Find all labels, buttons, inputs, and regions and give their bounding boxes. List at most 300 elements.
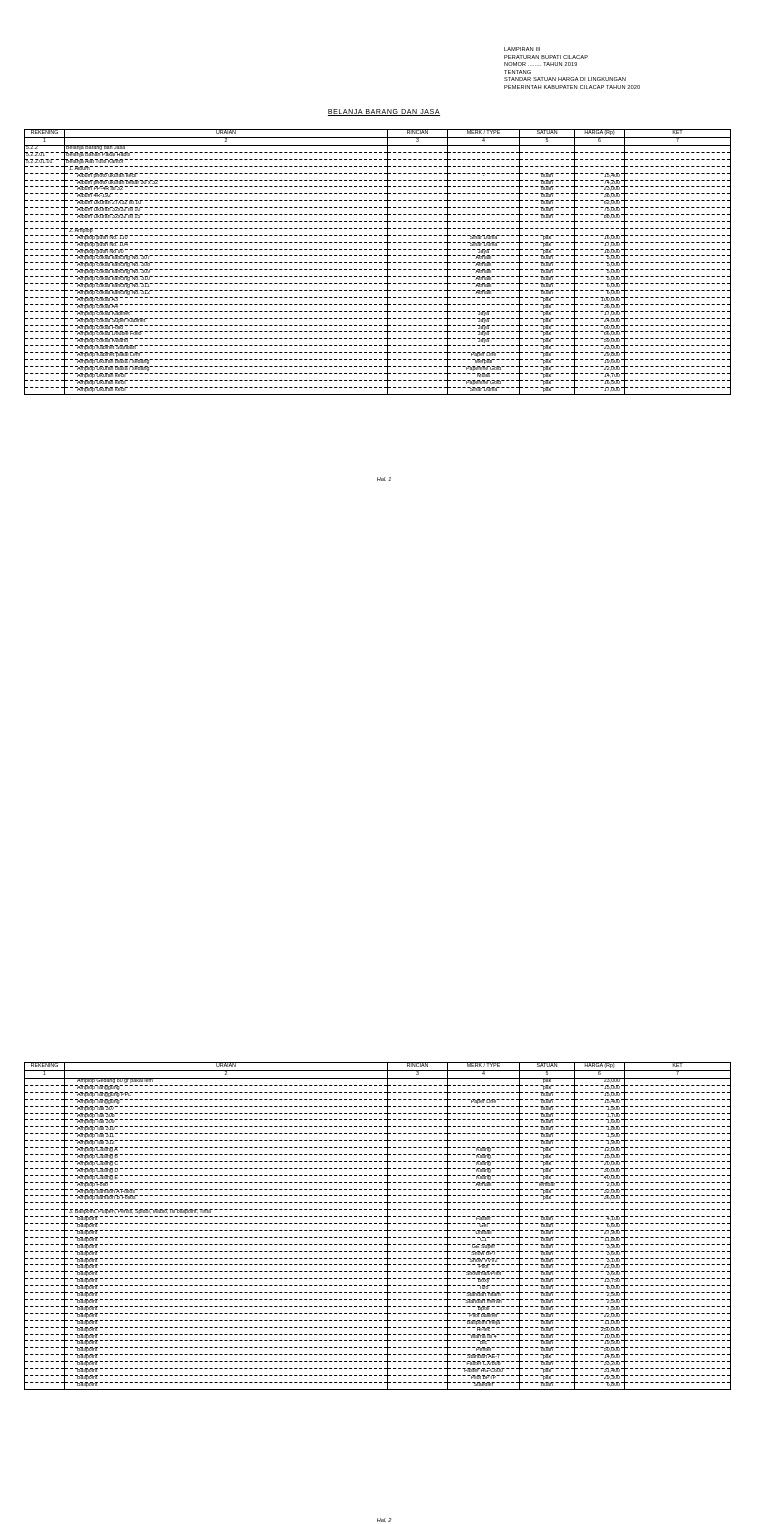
rekening-cell [25, 311, 65, 318]
rekening-cell [25, 1230, 65, 1237]
satuan-cell: buah [520, 1313, 575, 1320]
satuan-cell: buah [520, 1127, 575, 1134]
ket-cell [625, 221, 731, 228]
merk-cell: C1 [448, 1237, 520, 1244]
table-row [25, 360, 731, 367]
merk-cell: Jaya [448, 325, 520, 332]
table-row [25, 1148, 731, 1155]
rekening-cell [25, 380, 65, 387]
rincian-cell [388, 173, 448, 180]
satuan-cell: buah [520, 1258, 575, 1265]
column-number: 6 [575, 138, 625, 146]
uraian-cell: Album 4R-192 [65, 194, 388, 201]
table-header-row [25, 1063, 731, 1071]
merk-cell [448, 1092, 520, 1099]
ket-cell [625, 1189, 731, 1196]
satuan-cell: buah [520, 1224, 575, 1231]
column-number: 6 [575, 1071, 625, 1079]
rincian-cell [388, 1127, 448, 1134]
table-row [25, 1279, 731, 1286]
rekening-cell [25, 353, 65, 360]
harga-cell: 31,400 [575, 1369, 625, 1376]
rekening-cell [25, 1182, 65, 1189]
satuan-cell: pak [520, 297, 575, 304]
table-row [25, 242, 731, 249]
uraian-cell: Ballpoint [65, 1286, 388, 1293]
rincian-cell [388, 1265, 448, 1272]
rincian-cell [388, 215, 448, 222]
satuan-cell: pak [520, 332, 575, 339]
rekening-cell [25, 1092, 65, 1099]
rincian-cell [388, 1113, 448, 1120]
uraian-cell: Amplop Folio [65, 1182, 388, 1189]
harga-cell: 22,000 [575, 1265, 625, 1272]
table-row [25, 1293, 731, 1300]
ket-cell [625, 332, 731, 339]
ket-cell [625, 1299, 731, 1306]
rekening-cell [25, 1313, 65, 1320]
harga-cell: 36,000 [575, 1196, 625, 1203]
column-header: KET [625, 130, 731, 138]
rincian-cell [388, 1286, 448, 1293]
merk-cell [448, 152, 520, 159]
satuan-cell: buah [520, 1113, 575, 1120]
rekening-cell [25, 1334, 65, 1341]
table-row [25, 1120, 731, 1127]
table-row [25, 166, 731, 173]
harga-cell: 36,000 [575, 304, 625, 311]
satuan-cell: buah [520, 1092, 575, 1099]
page-number: Hal. 2 [376, 1518, 392, 1524]
ket-cell [625, 1099, 731, 1106]
satuan-cell: buah [520, 1106, 575, 1113]
header-line: PERATURAN BUPATI CILACAP [504, 54, 589, 61]
rincian-cell [388, 1154, 448, 1161]
ket-cell [625, 249, 731, 256]
rekening-cell [25, 1106, 65, 1113]
ket-cell [625, 235, 731, 242]
table-row [25, 332, 731, 339]
satuan-cell [520, 221, 575, 228]
table-row [25, 1175, 731, 1182]
table-row [25, 263, 731, 270]
merk-cell: Jaya [448, 249, 520, 256]
rekening-cell [25, 1293, 65, 1300]
ket-cell [625, 242, 731, 249]
merk-cell: Kilang [448, 1175, 520, 1182]
uraian-cell: Amplop putih No 90 [65, 249, 388, 256]
satuan-cell: pak [520, 1085, 575, 1092]
price-table-page-1 [24, 129, 731, 395]
rincian-cell [388, 1313, 448, 1320]
document-page-2 [0, 512, 768, 1524]
column-number: 7 [625, 138, 731, 146]
harga-cell: 27,900 [575, 1230, 625, 1237]
table-row [25, 387, 731, 394]
merk-cell: Pentel [448, 1348, 520, 1355]
rincian-cell [388, 235, 448, 242]
uraian-cell: Ballpoint [65, 1341, 388, 1348]
ket-cell [625, 1348, 731, 1355]
merk-cell [448, 1085, 520, 1092]
table-row [25, 1106, 731, 1113]
table-row [25, 1272, 731, 1279]
ket-cell [625, 180, 731, 187]
merk-cell: Kilang [448, 1148, 520, 1155]
satuan-cell: pak [520, 1196, 575, 1203]
uraian-cell: Ballpoint [65, 1362, 388, 1369]
rekening-cell [25, 263, 65, 270]
rekening-cell [25, 1320, 65, 1327]
rincian-cell [388, 187, 448, 194]
harga-cell: 29,800 [575, 353, 625, 360]
satuan-cell [520, 1210, 575, 1217]
ket-cell [625, 1279, 731, 1286]
table-row [25, 1168, 731, 1175]
satuan-cell: buah [520, 180, 575, 187]
satuan-cell: pak [520, 325, 575, 332]
uraian-cell: 1. Album [65, 166, 388, 173]
ket-cell [625, 263, 731, 270]
harga-cell: 32,000 [575, 1189, 625, 1196]
column-header: MERK / TYPE [448, 130, 520, 138]
rekening-cell [25, 1375, 65, 1382]
harga-cell: 15,400 [575, 1099, 625, 1106]
rincian-cell [388, 1106, 448, 1113]
rekening-cell [25, 1348, 65, 1355]
uraian-cell: Amplop Tali 311 [65, 1134, 388, 1141]
ket-cell [625, 194, 731, 201]
harga-cell: 23,000 [575, 346, 625, 353]
column-number: 4 [448, 138, 520, 146]
rekening-cell [25, 1141, 65, 1148]
merk-cell: Tizo [448, 1286, 520, 1293]
ket-cell [625, 1244, 731, 1251]
merk-cell: Pilot [448, 1265, 520, 1272]
harga-cell: 100,000 [575, 297, 625, 304]
harga-cell: 8,000 [575, 1286, 625, 1293]
uraian-cell: Ballpoint [65, 1355, 388, 1362]
satuan-cell: buah [520, 284, 575, 291]
uraian-cell: Amplop coklat kancing No. 307 [65, 256, 388, 263]
uraian-cell: Amplop Ukuran biasa / sedang [65, 360, 388, 367]
uraian-cell: Ballpoint [65, 1279, 388, 1286]
rekening-cell [25, 1134, 65, 1141]
table-row [25, 256, 731, 263]
merk-cell [448, 1134, 520, 1141]
ket-cell [625, 1154, 731, 1161]
table-row [25, 1375, 731, 1382]
ket-cell [625, 1293, 731, 1300]
harga-cell [575, 166, 625, 173]
rincian-cell [388, 1120, 448, 1127]
rincian-cell [388, 1327, 448, 1334]
table-row [25, 228, 731, 235]
harga-cell: 5,000 [575, 270, 625, 277]
harga-cell: 17,000 [575, 387, 625, 394]
rincian-cell [388, 1182, 448, 1189]
merk-cell [448, 166, 520, 173]
uraian-cell: Amplop Casing D [65, 1168, 388, 1175]
rekening-cell [25, 1175, 65, 1182]
ket-cell [625, 152, 731, 159]
ket-cell [625, 215, 731, 222]
harga-cell: 40,000 [575, 1175, 625, 1182]
rincian-cell [388, 1369, 448, 1376]
harga-cell: 2,000 [575, 1182, 625, 1189]
rekening-cell [25, 373, 65, 380]
uraian-cell: 2. Amplop [65, 228, 388, 235]
column-header: SATUAN [520, 130, 575, 138]
rekening-cell [25, 208, 65, 215]
uraian-cell: Amplop Tali 307 [65, 1106, 388, 1113]
satuan-cell: buah [520, 1348, 575, 1355]
ket-cell [625, 1141, 731, 1148]
table-row [25, 1313, 731, 1320]
table-row [25, 318, 731, 325]
rincian-cell [388, 1134, 448, 1141]
rekening-cell [25, 242, 65, 249]
uraian-cell: 3. Ballpoint, Pulpen, Pensil, Spidol, Mablo, Isi ballpoint, Tinta [65, 1210, 388, 1217]
ket-cell [625, 146, 731, 153]
rincian-cell [388, 1251, 448, 1258]
table-row [25, 1355, 731, 1362]
ket-cell [625, 325, 731, 332]
rekening-cell [25, 1237, 65, 1244]
satuan-cell [520, 1203, 575, 1210]
rekening-cell [25, 325, 65, 332]
harga-cell: 75,000 [575, 208, 625, 215]
rincian-cell [388, 1299, 448, 1306]
table-row [25, 146, 731, 153]
header-line: STANDAR SATUAN HARGA DI LINGKUNGAN [504, 77, 627, 84]
document-title: BELANJA BARANG DAN JASA [327, 109, 441, 116]
rincian-cell [388, 1362, 448, 1369]
harga-cell: 22,000 [575, 366, 625, 373]
merk-cell: Snow BP7 [448, 1251, 520, 1258]
satuan-cell: buah [520, 1341, 575, 1348]
rekening-cell [25, 297, 65, 304]
uraian-cell: Ballpoint [65, 1224, 388, 1231]
table-row [25, 1265, 731, 1272]
rekening-cell [25, 1189, 65, 1196]
table-header-row [25, 130, 731, 138]
table-row [25, 1299, 731, 1306]
merk-cell: Standart hitam [448, 1293, 520, 1300]
uraian-cell: Amplop Tali 310 [65, 1127, 388, 1134]
harga-cell: 6,000 [575, 291, 625, 298]
table-row [25, 1154, 731, 1161]
uraian-cell: Amplop coklat kancing No. 311 [65, 284, 388, 291]
column-number: 1 [25, 138, 65, 146]
satuan-cell: buah [520, 1362, 575, 1369]
harga-cell: 29,300 [575, 1375, 625, 1382]
rekening-cell [25, 1154, 65, 1161]
ket-cell [625, 304, 731, 311]
rekening-cell [25, 180, 65, 187]
merk-cell: Staedler [448, 1382, 520, 1389]
rincian-cell [388, 242, 448, 249]
rekening-cell [25, 1196, 65, 1203]
ket-cell [625, 1196, 731, 1203]
rincian-cell [388, 1210, 448, 1217]
rekening-cell [25, 1244, 65, 1251]
ket-cell [625, 373, 731, 380]
satuan-cell: buah [520, 1237, 575, 1244]
rincian-cell [388, 1230, 448, 1237]
ket-cell [625, 360, 731, 367]
rincian-cell [388, 373, 448, 380]
rincian-cell [388, 1375, 448, 1382]
merk-cell: Atmalli [448, 1182, 520, 1189]
satuan-cell: buah [520, 1320, 575, 1327]
ket-cell [625, 1382, 731, 1389]
rincian-cell [388, 208, 448, 215]
ket-cell [625, 1092, 731, 1099]
ket-cell [625, 1113, 731, 1120]
table-row [25, 304, 731, 311]
uraian-cell: Amplop putih No. 104 [65, 242, 388, 249]
uraian-cell: Amplop coklat Kwarto [65, 339, 388, 346]
uraian-cell: Amplop Tanggung [65, 1085, 388, 1092]
rekening-cell [25, 339, 65, 346]
rekening-cell [25, 249, 65, 256]
uraian-cell: Album Ukuran 27X32 isi 10 [65, 201, 388, 208]
rekening-cell [25, 1369, 65, 1376]
table-row [25, 159, 731, 166]
merk-cell: Kilang [448, 1168, 520, 1175]
column-number: 2 [65, 138, 388, 146]
uraian-cell: Album Ukuran 32x32 isi 15 [65, 215, 388, 222]
merk-cell: Atmalli [448, 277, 520, 284]
satuan-cell: buah [520, 173, 575, 180]
rincian-cell [388, 1099, 448, 1106]
table-row [25, 291, 731, 298]
ket-cell [625, 366, 731, 373]
ket-cell [625, 1134, 731, 1141]
harga-cell: 5,000 [575, 256, 625, 263]
satuan-cell: pak [520, 235, 575, 242]
ket-cell [625, 1355, 731, 1362]
rincian-cell [388, 1258, 448, 1265]
satuan-cell: buah [520, 1306, 575, 1313]
column-header: SATUAN [520, 1063, 575, 1071]
rincian-cell [388, 201, 448, 208]
uraian-cell: Ballpoint [65, 1299, 388, 1306]
rekening-cell [25, 1362, 65, 1369]
uraian-cell: Amplop Ukuran kecil [65, 387, 388, 394]
satuan-cell: pak [520, 366, 575, 373]
merk-cell [448, 187, 520, 194]
rincian-cell [388, 270, 448, 277]
ket-cell [625, 1085, 731, 1092]
rekening-cell [25, 173, 65, 180]
table-row [25, 1306, 731, 1313]
rincian-cell [388, 1079, 448, 1086]
rincian-cell [388, 311, 448, 318]
column-header: KET [625, 1063, 731, 1071]
merk-cell [448, 1079, 520, 1086]
rekening-cell [25, 166, 65, 173]
harga-cell: 14,600 [575, 1355, 625, 1362]
table-row [25, 173, 731, 180]
ket-cell [625, 1306, 731, 1313]
rincian-cell [388, 1272, 448, 1279]
rincian-cell [388, 284, 448, 291]
satuan-cell: buah [520, 1251, 575, 1258]
harga-cell [575, 159, 625, 166]
table-row [25, 1092, 731, 1099]
merk-cell: Faster HG-C600 [448, 1369, 520, 1376]
table-row [25, 1134, 731, 1141]
merk-cell [448, 221, 520, 228]
uraian-cell: Ballpoint [65, 1258, 388, 1265]
ket-cell [625, 1230, 731, 1237]
harga-cell: 1,700 [575, 1113, 625, 1120]
table-row [25, 208, 731, 215]
column-header: REKENING [25, 1063, 65, 1071]
ket-cell [625, 1327, 731, 1334]
ket-cell [625, 346, 731, 353]
table-row [25, 1217, 731, 1224]
ket-cell [625, 1362, 731, 1369]
table-row [25, 277, 731, 284]
rekening-cell [25, 1210, 65, 1217]
merk-cell: Hi-tec [448, 1327, 520, 1334]
table-row [25, 1210, 731, 1217]
table-row [25, 297, 731, 304]
rekening-cell [25, 1085, 65, 1092]
satuan-cell: buah [520, 1293, 575, 1300]
satuan-cell: buah [520, 1327, 575, 1334]
rincian-cell [388, 1196, 448, 1203]
satuan-cell: pak [520, 1161, 575, 1168]
rekening-cell [25, 1217, 65, 1224]
ket-cell [625, 1265, 731, 1272]
satuan-cell: pak [520, 304, 575, 311]
rincian-cell [388, 297, 448, 304]
ket-cell [625, 1320, 731, 1327]
rincian-cell [388, 325, 448, 332]
table-row [25, 1189, 731, 1196]
harga-cell: 14,700 [575, 373, 625, 380]
uraian-cell: Ballpoint [65, 1251, 388, 1258]
rincian-cell [388, 1217, 448, 1224]
table-row [25, 215, 731, 222]
table-row [25, 194, 731, 201]
ket-cell [625, 1258, 731, 1265]
uraian-cell: Amplop Gedang 80 gr pakai lem [65, 1079, 388, 1086]
rekening-cell [25, 187, 65, 194]
merk-cell [448, 228, 520, 235]
satuan-cell: buah [520, 1230, 575, 1237]
ket-cell [625, 1182, 731, 1189]
satuan-cell: buah [520, 1120, 575, 1127]
ket-cell [625, 311, 731, 318]
ket-cell [625, 1224, 731, 1231]
header-line: TENTANG [504, 69, 532, 76]
harga-cell: 22,000 [575, 1313, 625, 1320]
header-line: LAMPIRAN III [504, 47, 541, 53]
merk-cell: Jaya [448, 311, 520, 318]
rincian-cell [388, 318, 448, 325]
ket-cell [625, 1251, 731, 1258]
satuan-cell: pak [520, 1369, 575, 1376]
harga-cell [575, 1203, 625, 1210]
rincian-cell [388, 194, 448, 201]
uraian-cell: Ballpoint [65, 1334, 388, 1341]
column-header: URAIAN [65, 1063, 388, 1071]
